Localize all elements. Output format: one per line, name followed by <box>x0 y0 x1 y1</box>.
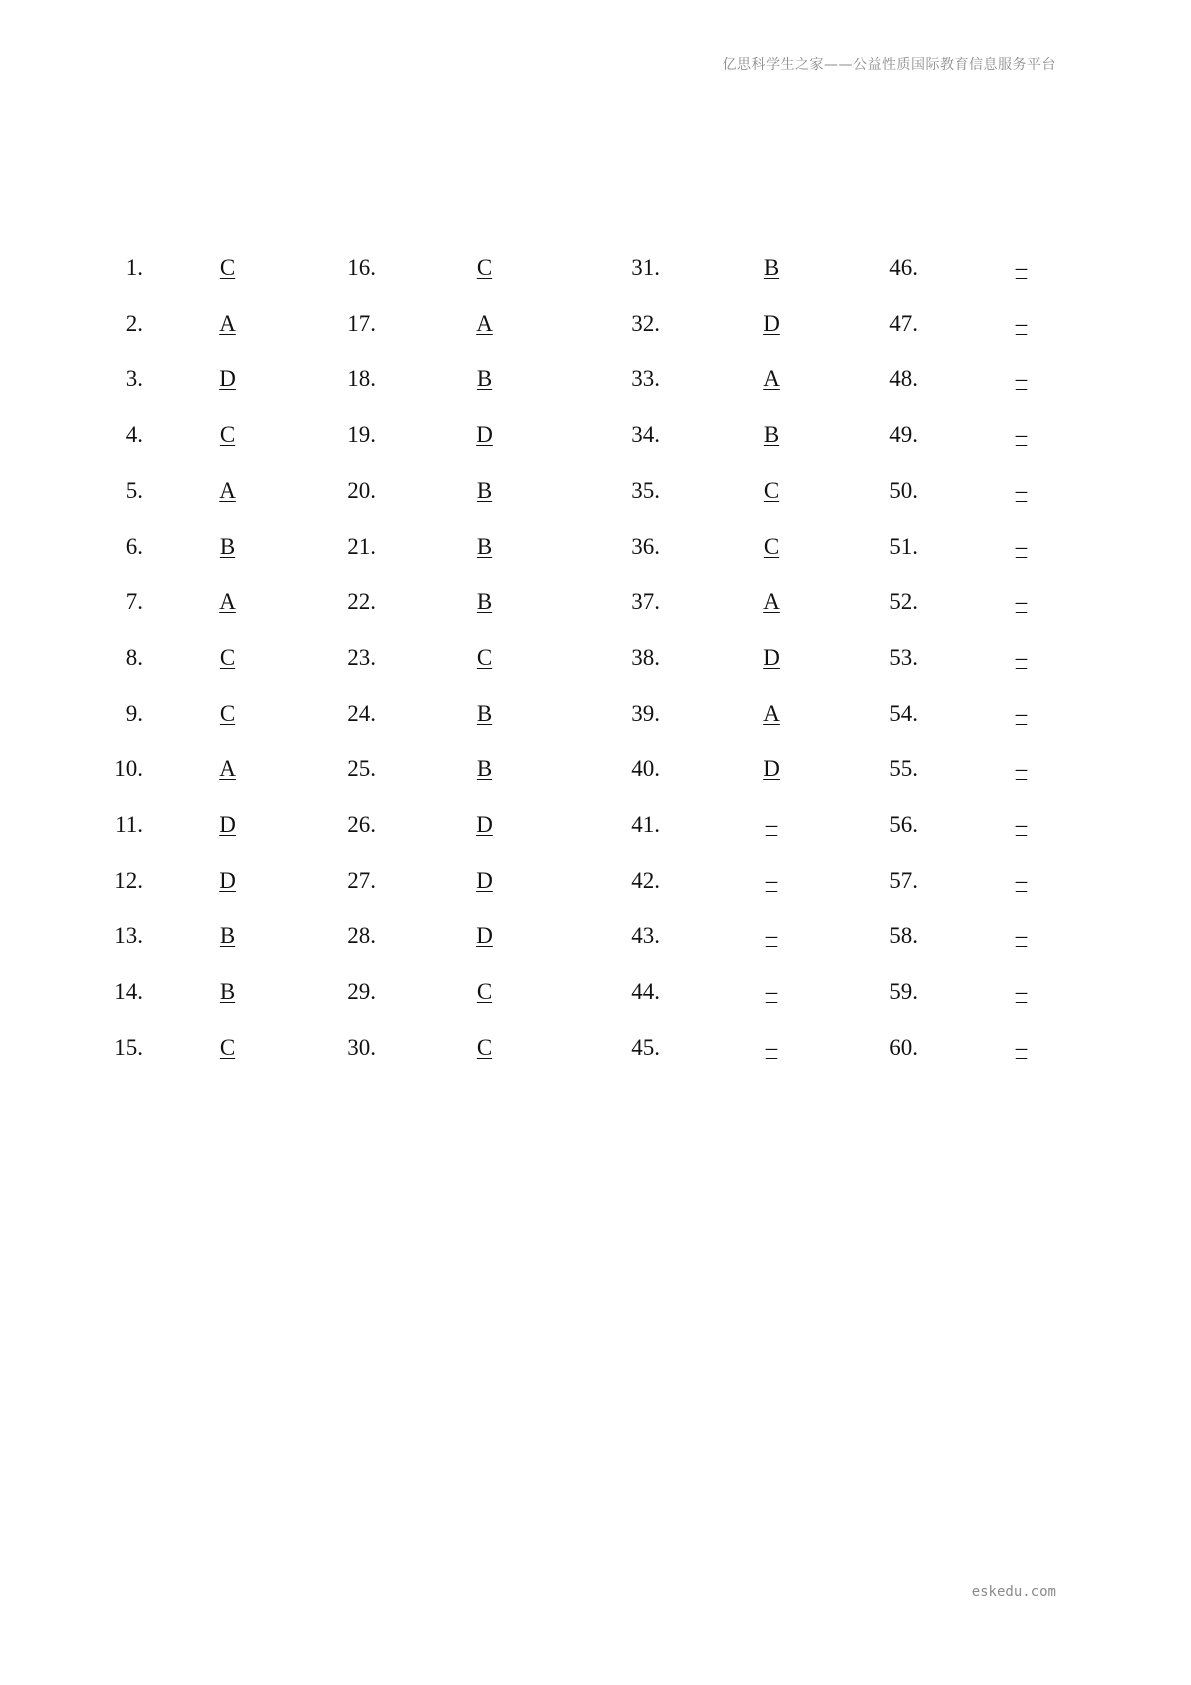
answer-value: D <box>763 756 780 781</box>
answer-value: D <box>476 923 493 948</box>
question-number: 46. <box>889 255 918 280</box>
question-number: 37. <box>631 589 660 614</box>
question-number: 17. <box>347 311 376 336</box>
question-number: 24. <box>347 701 376 726</box>
question-number: 52. <box>889 589 918 614</box>
answer-value: D <box>763 311 780 336</box>
question-number: 48. <box>889 366 918 391</box>
answer-value: – <box>765 868 778 893</box>
question-number: 44. <box>631 979 660 1004</box>
question-number: 55. <box>889 756 918 781</box>
answer-value: – <box>1015 645 1028 670</box>
question-number: 53. <box>889 645 918 670</box>
question-number: 1. <box>125 255 143 280</box>
question-number: 59. <box>889 979 918 1004</box>
answer-value: – <box>765 1035 778 1060</box>
question-number: 30. <box>347 1035 376 1060</box>
answer-value: B <box>476 366 493 391</box>
answer-value: C <box>219 701 236 726</box>
question-number: 35. <box>631 478 660 503</box>
answer-value: – <box>765 923 778 948</box>
answer-value: B <box>476 701 493 726</box>
question-number: 2. <box>125 311 143 336</box>
question-number: 5. <box>125 478 143 503</box>
answer-value: D <box>476 422 493 447</box>
answer-value: B <box>476 589 493 614</box>
question-number: 41. <box>631 812 660 837</box>
answer-value: D <box>476 868 493 893</box>
question-number: 26. <box>347 812 376 837</box>
answer-value: C <box>476 255 493 280</box>
answer-value: A <box>219 589 236 614</box>
answer-value: A <box>763 366 780 391</box>
question-number: 29. <box>347 979 376 1004</box>
question-number: 33. <box>631 366 660 391</box>
answer-value: – <box>765 979 778 1004</box>
answer-value: B <box>476 534 493 559</box>
question-number: 49. <box>889 422 918 447</box>
question-number: 27. <box>347 868 376 893</box>
answer-value: – <box>1015 478 1028 503</box>
answer-value: D <box>763 645 780 670</box>
answer-value: – <box>1015 1035 1028 1060</box>
answer-value: – <box>1015 366 1028 391</box>
question-number: 8. <box>125 645 143 670</box>
question-number: 10. <box>114 756 143 781</box>
answer-value: – <box>1015 589 1028 614</box>
answer-value: B <box>219 923 236 948</box>
answer-value: B <box>763 255 780 280</box>
question-number: 38. <box>631 645 660 670</box>
page-header: 亿思科学生之家——公益性质国际教育信息服务平台 <box>722 57 1056 73</box>
question-number: 13. <box>114 923 143 948</box>
answer-value: C <box>763 534 780 559</box>
question-number: 42. <box>631 868 660 893</box>
answer-value: C <box>476 645 493 670</box>
answer-value: C <box>219 1035 236 1060</box>
answer-value: – <box>1015 422 1028 447</box>
question-number: 6. <box>125 534 143 559</box>
answer-value: – <box>1015 868 1028 893</box>
question-number: 4. <box>125 422 143 447</box>
question-number: 23. <box>347 645 376 670</box>
question-number: 45. <box>631 1035 660 1060</box>
question-number: 60. <box>889 1035 918 1060</box>
answer-value: – <box>1015 979 1028 1004</box>
answer-value: C <box>476 1035 493 1060</box>
question-number: 50. <box>889 478 918 503</box>
question-number: 25. <box>347 756 376 781</box>
question-number: 54. <box>889 701 918 726</box>
answer-value: A <box>219 756 236 781</box>
question-number: 9. <box>125 701 143 726</box>
answer-value: – <box>1015 756 1028 781</box>
question-number: 40. <box>631 756 660 781</box>
question-number: 14. <box>114 979 143 1004</box>
answer-value: C <box>219 422 236 447</box>
question-number: 16. <box>347 255 376 280</box>
answer-value: C <box>763 478 780 503</box>
question-number: 34. <box>631 422 660 447</box>
question-number: 47. <box>889 311 918 336</box>
question-number: 58. <box>889 923 918 948</box>
question-number: 51. <box>889 534 918 559</box>
question-number: 15. <box>114 1035 143 1060</box>
question-number: 56. <box>889 812 918 837</box>
answer-value: A <box>763 701 780 726</box>
question-number: 32. <box>631 311 660 336</box>
answer-value: A <box>476 311 493 336</box>
question-number: 31. <box>631 255 660 280</box>
answer-value: – <box>1015 534 1028 559</box>
answer-value: C <box>219 255 236 280</box>
answer-value: B <box>476 478 493 503</box>
question-number: 12. <box>114 868 143 893</box>
answer-value: A <box>219 311 236 336</box>
question-number: 20. <box>347 478 376 503</box>
question-number: 11. <box>115 812 143 837</box>
answer-value: A <box>219 478 236 503</box>
question-number: 36. <box>631 534 660 559</box>
question-number: 3. <box>125 366 143 391</box>
question-number: 7. <box>125 589 143 614</box>
answer-value: – <box>1015 311 1028 336</box>
answer-value: D <box>219 366 236 391</box>
question-number: 21. <box>347 534 376 559</box>
answer-value: D <box>476 812 493 837</box>
answer-value: – <box>1015 812 1028 837</box>
answer-value: B <box>476 756 493 781</box>
question-number: 43. <box>631 923 660 948</box>
answer-value: – <box>1015 701 1028 726</box>
question-number: 19. <box>347 422 376 447</box>
answer-value: B <box>219 979 236 1004</box>
answer-value: C <box>476 979 493 1004</box>
answer-value: D <box>219 868 236 893</box>
question-number: 22. <box>347 589 376 614</box>
question-number: 57. <box>889 868 918 893</box>
answer-value: C <box>219 645 236 670</box>
question-number: 39. <box>631 701 660 726</box>
page-footer: eskedu.com <box>971 1584 1056 1600</box>
answer-value: D <box>219 812 236 837</box>
question-number: 28. <box>347 923 376 948</box>
answer-value: A <box>763 589 780 614</box>
answer-value: – <box>765 812 778 837</box>
answer-value: B <box>219 534 236 559</box>
answer-value: B <box>763 422 780 447</box>
question-number: 18. <box>347 366 376 391</box>
answer-value: – <box>1015 923 1028 948</box>
answer-value: – <box>1015 255 1028 280</box>
